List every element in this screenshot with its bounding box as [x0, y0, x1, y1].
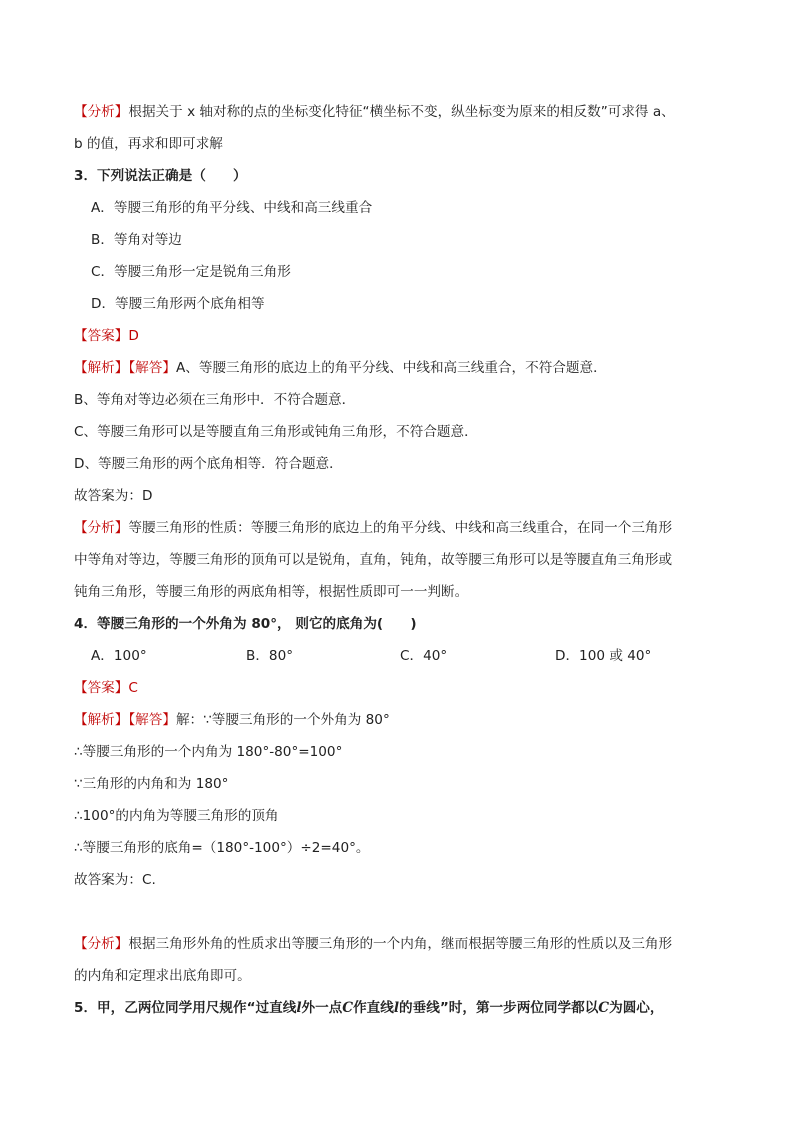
- question-4-analysis-2: 的内角和定理求出底角即可。: [74, 968, 251, 984]
- question-3-explain-4: D、等腰三角形的两个底角相等．符合题意．: [74, 456, 343, 472]
- analysis-q2-line2: b 的值，再求和即可求解: [74, 136, 223, 152]
- question-4-title: 4．等腰三角形的一个外角为 80°， 则它的底角为( ): [74, 616, 417, 632]
- question-3-analysis-3: 钝角三角形，等腰三角形的两底角相等，根据性质即可一一判断。: [74, 584, 469, 600]
- explain-text: A、等腰三角形的底边上的角平分线、中线和高三线重合，不符合题意．: [175, 360, 607, 376]
- answer-tag: 【答案】: [74, 328, 129, 344]
- q5-text-5: 为圆心，: [609, 1000, 664, 1016]
- q5-var-l-2: l: [393, 1000, 400, 1016]
- question-4-answer: [74, 678, 138, 698]
- q5-var-c-2: C: [598, 1000, 610, 1016]
- question-4-option-a: A．100°: [91, 648, 147, 664]
- question-4-explain-1: [74, 710, 390, 730]
- answer-value: D: [128, 328, 139, 344]
- explain-tag: 【解析】【解答】: [74, 360, 176, 376]
- question-3-explain-3: C、等腰三角形可以是等腰直角三角形或钝角三角形，不符合题意．: [74, 424, 478, 440]
- answer-tag: 【答案】: [74, 680, 129, 696]
- question-4-explain-3: ∵三角形的内角和为 180°: [74, 776, 229, 792]
- question-3-explain-1: [74, 358, 607, 378]
- analysis-tag: 【分析】: [74, 936, 129, 952]
- q5-text-3: 作直线: [353, 1000, 394, 1016]
- question-3-title: 3．下列说法正确是（ ）: [74, 168, 247, 184]
- question-3-final-answer: 故答案为：D: [74, 488, 153, 504]
- question-4-analysis-1: [74, 934, 672, 954]
- analysis-text: 等腰三角形的性质：等腰三角形的底边上的角平分线、中线和高三线重合，在同一个三角形: [128, 520, 673, 536]
- q5-text-1: 5．甲，乙两位同学用尺规作“过直线: [74, 1000, 297, 1016]
- explain-tag: 【解析】【解答】: [74, 712, 176, 728]
- answer-value: C: [128, 680, 138, 696]
- question-3-analysis-2: 中等角对等边，等腰三角形的顶角可以是锐角，直角，钝角，故等腰三角形可以是等腰直角三角形或: [74, 552, 673, 568]
- question-4-explain-4: ∴100°的内角为等腰三角形的顶角: [74, 808, 279, 824]
- question-5-title: [74, 998, 664, 1018]
- analysis-tag: 【分析】: [74, 104, 129, 120]
- question-3-option-b: B．等角对等边: [91, 232, 182, 248]
- q5-var-c: C: [342, 1000, 354, 1016]
- q5-text-4: 的垂线”时，第一步两位同学都以: [399, 1000, 599, 1016]
- analysis-text: 根据关于 x 轴对称的点的坐标变化特征“横坐标不变，纵坐标变为原来的相反数”可求得 a、: [128, 104, 675, 120]
- question-4-final-answer: 故答案为：C.: [74, 872, 156, 888]
- question-4-option-c: C．40°: [400, 648, 448, 664]
- question-3-explain-2: B、等角对等边必须在三角形中．不符合题意．: [74, 392, 356, 408]
- explain-text: 解：∵等腰三角形的一个外角为 80°: [175, 712, 390, 728]
- question-3-option-d: D．等腰三角形两个底角相等: [91, 296, 265, 312]
- analysis-q2-line1: [74, 102, 675, 122]
- question-4-explain-2: ∴等腰三角形的一个内角为 180°-80°=100°: [74, 744, 343, 760]
- question-4-option-d: D．100 或 40°: [555, 648, 652, 664]
- analysis-tag: 【分析】: [74, 520, 129, 536]
- question-4-explain-5: ∴等腰三角形的底角=（180°-100°）÷2=40°。: [74, 840, 370, 856]
- question-3-analysis-1: [74, 518, 672, 538]
- q5-text-2: 外一点: [301, 1000, 343, 1016]
- question-3-answer: [74, 326, 139, 346]
- question-3-option-a: A．等腰三角形的角平分线、中线和高三线重合: [91, 200, 373, 216]
- q5-var-l: l: [296, 1000, 302, 1016]
- analysis-text: 根据三角形外角的性质求出等腰三角形的一个内角，继而根据等腰三角形的性质以及三角形: [128, 936, 673, 952]
- question-4-option-b: B．80°: [246, 648, 294, 664]
- question-3-option-c: C．等腰三角形一定是锐角三角形: [91, 264, 291, 280]
